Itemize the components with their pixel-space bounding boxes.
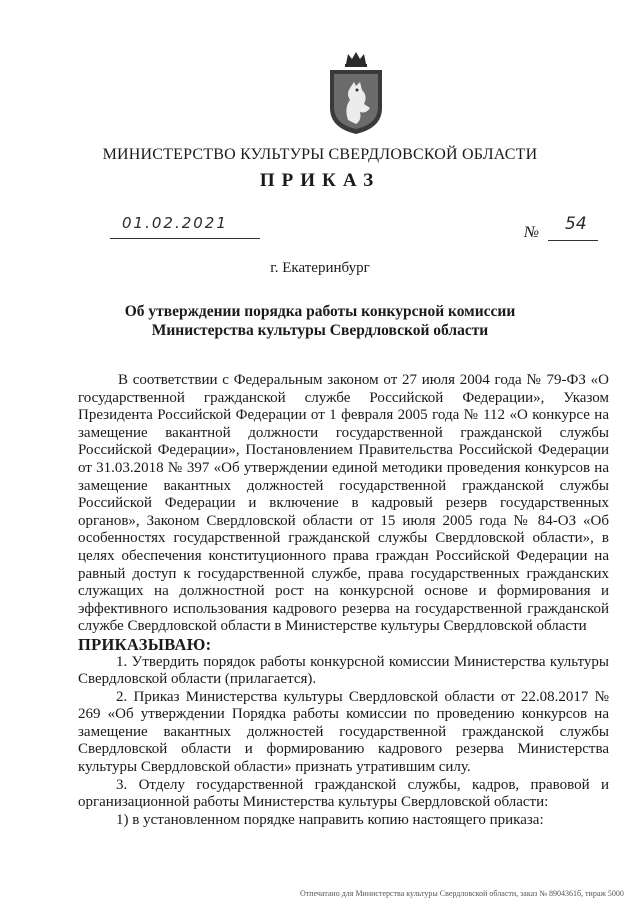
ministry-name: МИНИСТЕРСТВО КУЛЬТУРЫ СВЕРДЛОВСКОЙ ОБЛАСТИ — [102, 146, 538, 163]
order-item-1: 1. Утвердить порядок работы конкурсной комиссии Министерства культуры Свердловской области (прилагается). — [78, 653, 609, 688]
number-label: № — [524, 224, 540, 241]
order-subitem-1: 1) в установленном порядке направить копию настоящего приказа: — [116, 811, 544, 828]
order-number: 54 — [565, 214, 587, 234]
order-item-3: 3. Отделу государственной гражданской службы, кадров, правовой и организационной работы Министерства культуры Свердловской области: — [78, 776, 609, 811]
sverdlovsk-oblast-coat-of-arms-icon — [326, 50, 386, 136]
city: г. Екатеринбург — [270, 260, 370, 276]
order-body — [78, 372, 609, 829]
document-type-title: ПРИКАЗ — [259, 170, 381, 191]
preamble-paragraph: В соответствии с Федеральным законом от 27 июля 2004 года № 79-ФЗ «О государственной гражданской службе Российской Федерации», Указом Президента Российской Федерации от 1 февраля 2005 года № 112 «О конкурсе на замещение вакантной должности государственной гражданской службы Российской Федерации», Постановлением Правительства Российской Федерации от 31.03.2018 № 397 «Об утверждении единой методики проведения конкурсов на замещение вакантных должностей государственной гражданской службы Российской Федерации и включение в кадровый резерв государственных органов», Законом Свердловской области от 15 июля 2005 года № 84-ОЗ «Об особенностях государственной гражданской службы Свердловской области», в целях обеспечения конституционного права граждан Российской Федерации на равный доступ к государственной службе, права государственных гражданских служащих на должностной рост на конкурсной основе и формирования и эффективного использования кадрового резерва на государственной гражданской службе Свердловской области в Министерстве культуры Свердловской области — [78, 372, 609, 635]
order-item-2: 2. Приказ Министерства культуры Свердловской области от 22.08.2017 № 269 «Об утверждении Порядка работы комиссии по проведению конкурсов на замещение вакантных должностей государственной гражданской службы Свердловской области и формированию кадрового резерва Министерства культуры Свердловской области» признать утратившим силу. — [78, 688, 609, 776]
order-title: Об утверждении порядка работы конкурсной комиссии Министерства культуры Свердловской области — [124, 303, 516, 339]
print-footer: Отпечатано для Министерства культуры Свердловской области, заказ № 8904361б, тираж 5000 — [300, 889, 624, 898]
order-date: 01.02.2021 — [122, 214, 228, 232]
order-directive-word: ПРИКАЗЫВАЮ: — [78, 634, 212, 654]
